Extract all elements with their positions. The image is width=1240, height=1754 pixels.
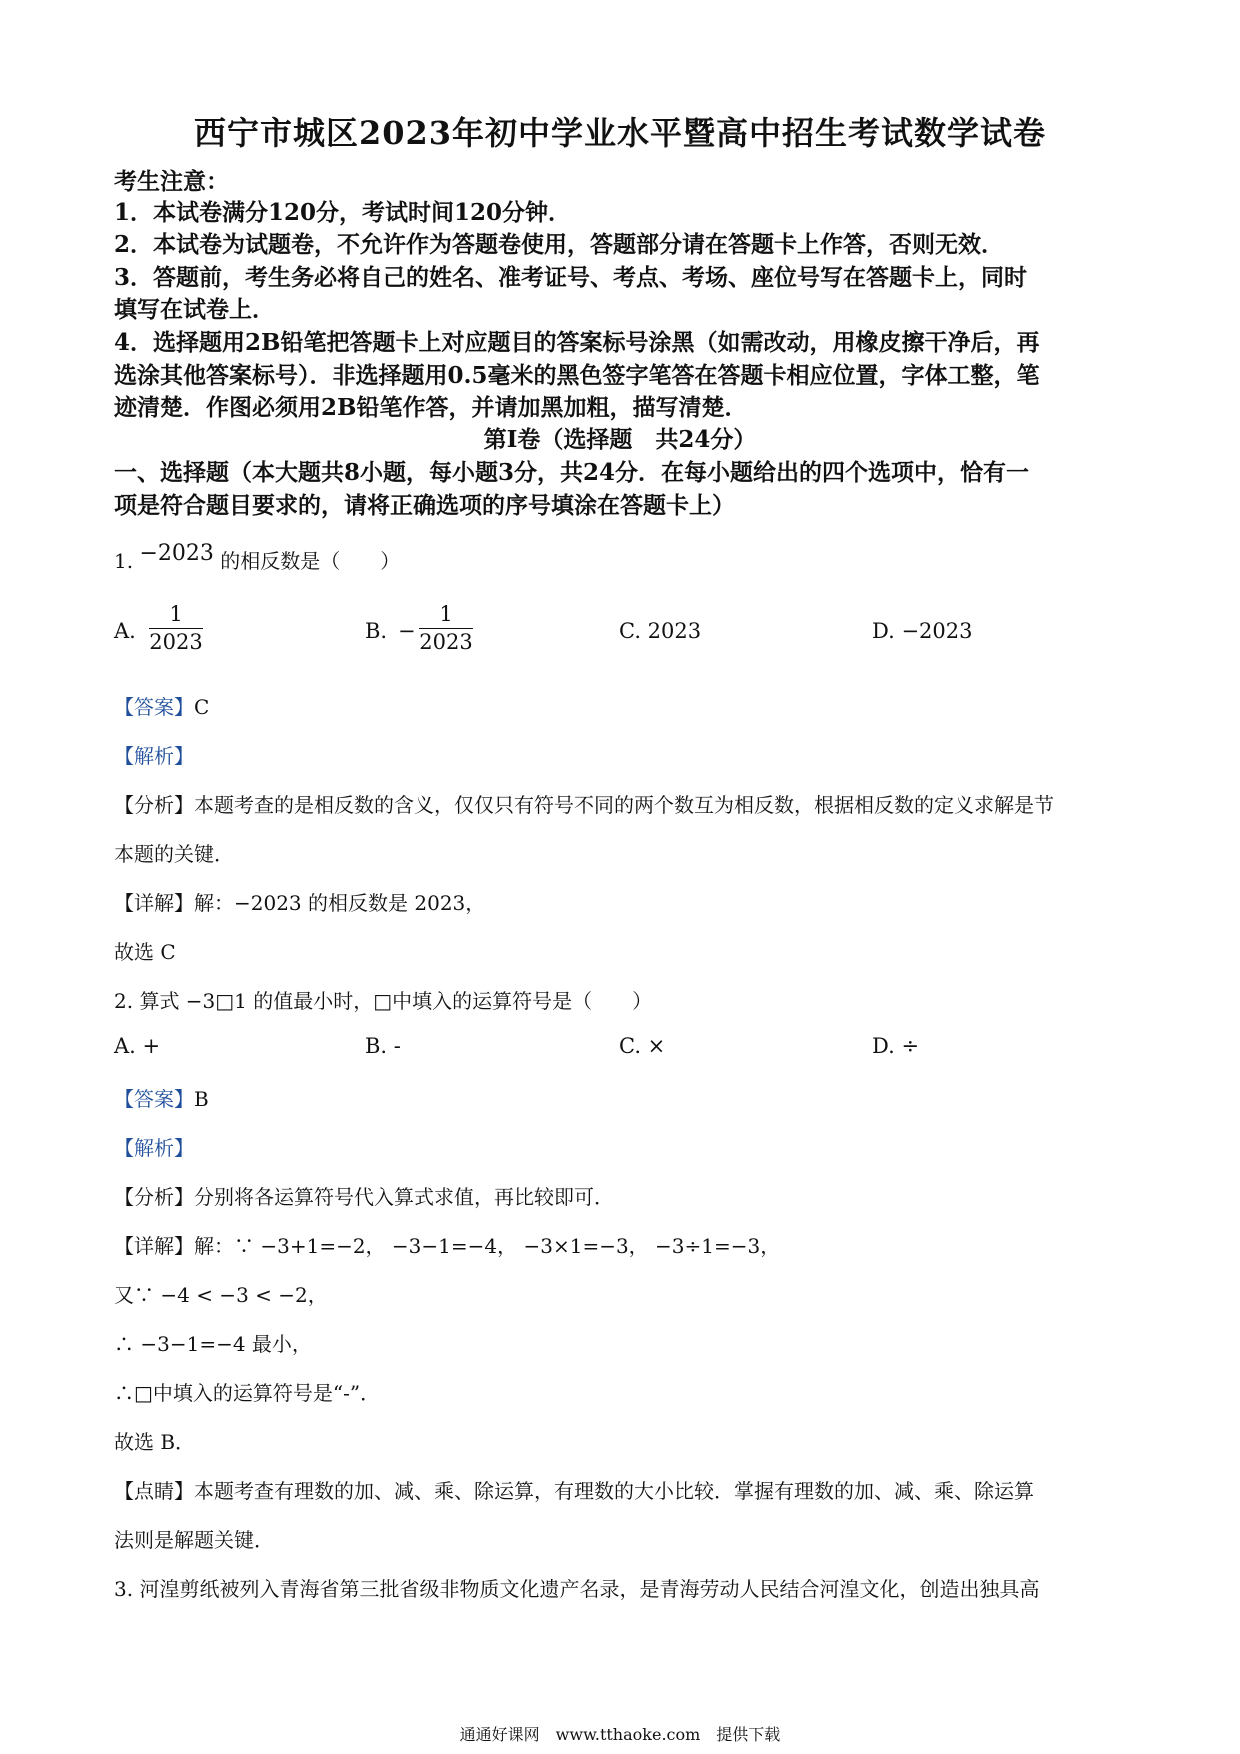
detail-tag: 【详解】 — [114, 891, 194, 915]
notice-line: 迹清楚．作图必须用2B铅笔作答，并请加黑加粗，描写清楚． — [114, 394, 748, 421]
notice-line: 1．本试卷满分120分，考试时间120分钟． — [114, 199, 572, 226]
option-b-fraction — [418, 600, 474, 655]
q2-detail — [114, 1230, 780, 1259]
fenxi-text: 分别将各运算符号代入算式求值，再比较即可． — [194, 1185, 614, 1209]
page-title: 西宁市城区2023年初中学业水平暨高中招生考试数学试卷 — [193, 114, 1047, 152]
fraction-denominator: 2023 — [419, 630, 473, 654]
option-d: D. ÷ — [872, 1034, 920, 1058]
detail-text: 解：−2023 的相反数是 2023， — [194, 891, 486, 915]
fenxi-tag: 【分析】 — [114, 793, 194, 817]
q1-detail — [114, 887, 485, 916]
detail-tag: 【详解】 — [114, 1234, 194, 1258]
answer-tag: 【答案】 — [114, 695, 194, 719]
fenxi-text: 本题考查的是相反数的含义，仅仅只有符号不同的两个数互为相反数，根据相反数的定义求解是节 — [194, 793, 1054, 817]
question-3-stem: 3. 河湟剪纸被列入青海省第三批省级非物质文化遗产名录，是青海劳动人民结合河湟文化，创造出独具高 — [114, 1577, 1040, 1601]
comment-text: 本题考查有理数的加、减、乘、除运算，有理数的大小比较．掌握有理数的加、减、乘、除运算 — [194, 1479, 1034, 1503]
notice-line: 4．选择题用2B铅笔把答题卡上对应题目的答案标号涂黑（如需改动，用橡皮擦干净后，再 — [114, 329, 1040, 356]
detail-text: 解：∵ −3+1=−2， −3−1=−4， −3×1=−3， −3÷1=−3， — [194, 1234, 781, 1258]
answer-value: B — [194, 1087, 209, 1111]
option-d: D. −2023 — [872, 619, 973, 643]
option-a-fraction — [148, 600, 204, 655]
math-expression: −2023 — [139, 541, 214, 566]
option-a: A. + — [114, 1034, 161, 1058]
q1-fenxi — [114, 789, 1054, 818]
q2-analysis-tag: 【解析】 — [114, 1136, 194, 1160]
q2-detail-line: 又∵ −4 < −3 < −2， — [114, 1283, 328, 1307]
answer-value: C — [194, 695, 210, 719]
fraction-numerator: 1 — [439, 602, 453, 626]
volume-heading: 第Ⅰ卷（选择题 共24分） — [483, 426, 757, 453]
notice-line: 选涂其他答案标号）．非选择题用0.5毫米的黑色签字笔答在答题卡相应位置，字体工整，笔 — [114, 362, 1040, 389]
option-c: C. × — [619, 1034, 666, 1058]
notice-line: 填写在试卷上． — [114, 296, 275, 323]
q2-detail-line: ∴ −3−1=−4 最小， — [114, 1332, 312, 1356]
q2-detail-line: ∴□中填入的运算符号是“-”． — [114, 1381, 381, 1405]
question-number: 1. — [114, 549, 134, 573]
notice-heading: 考生注意： — [114, 168, 229, 195]
fraction-numerator: 1 — [169, 602, 183, 626]
fraction-denominator: 2023 — [149, 630, 203, 654]
option-b-sign: − — [398, 619, 416, 643]
q1-analysis-tag: 【解析】 — [114, 744, 194, 768]
q1-conclusion: 故选 C — [114, 940, 176, 964]
fenxi-tag: 【分析】 — [114, 1185, 194, 1209]
option-b: B. - — [365, 1034, 401, 1058]
question-1-stem — [114, 541, 401, 574]
question-2-stem: 2. 算式 −3□1 的值最小时，□中填入的运算符号是（ ） — [114, 989, 653, 1013]
answer-tag: 【答案】 — [114, 1087, 194, 1111]
q1-answer — [114, 691, 209, 720]
q2-comment-cont: 法则是解题关键． — [114, 1528, 274, 1552]
section-heading: 一、选择题（本大题共8小题，每小题3分，共24分．在每小题给出的四个选项中，恰有一 — [114, 459, 1030, 486]
option-b-label: B. — [365, 619, 388, 643]
notice-line: 2．本试卷为试题卷，不允许作为答题卷使用，答题部分请在答题卡上作答，否则无效． — [114, 231, 1005, 258]
notice-line: 3．答题前，考生务必将自己的姓名、准考证号、考点、考场、座位号写在答题卡上，同时 — [114, 264, 1028, 291]
option-a-label: A. — [114, 619, 136, 643]
question-text: 的相反数是（ ） — [220, 549, 401, 573]
section-heading: 项是符合题目要求的，请将正确选项的序号填涂在答题卡上） — [114, 492, 735, 519]
q2-conclusion: 故选 B． — [114, 1430, 196, 1454]
q2-answer — [114, 1083, 209, 1112]
page-footer: 通通好课网 www.tthaoke.com 提供下载 — [459, 1725, 781, 1744]
q1-fenxi-cont: 本题的关键． — [114, 842, 234, 866]
q2-fenxi — [114, 1181, 614, 1210]
option-c: C. 2023 — [619, 619, 702, 643]
q2-comment — [114, 1475, 1034, 1504]
comment-tag: 【点睛】 — [114, 1479, 194, 1503]
